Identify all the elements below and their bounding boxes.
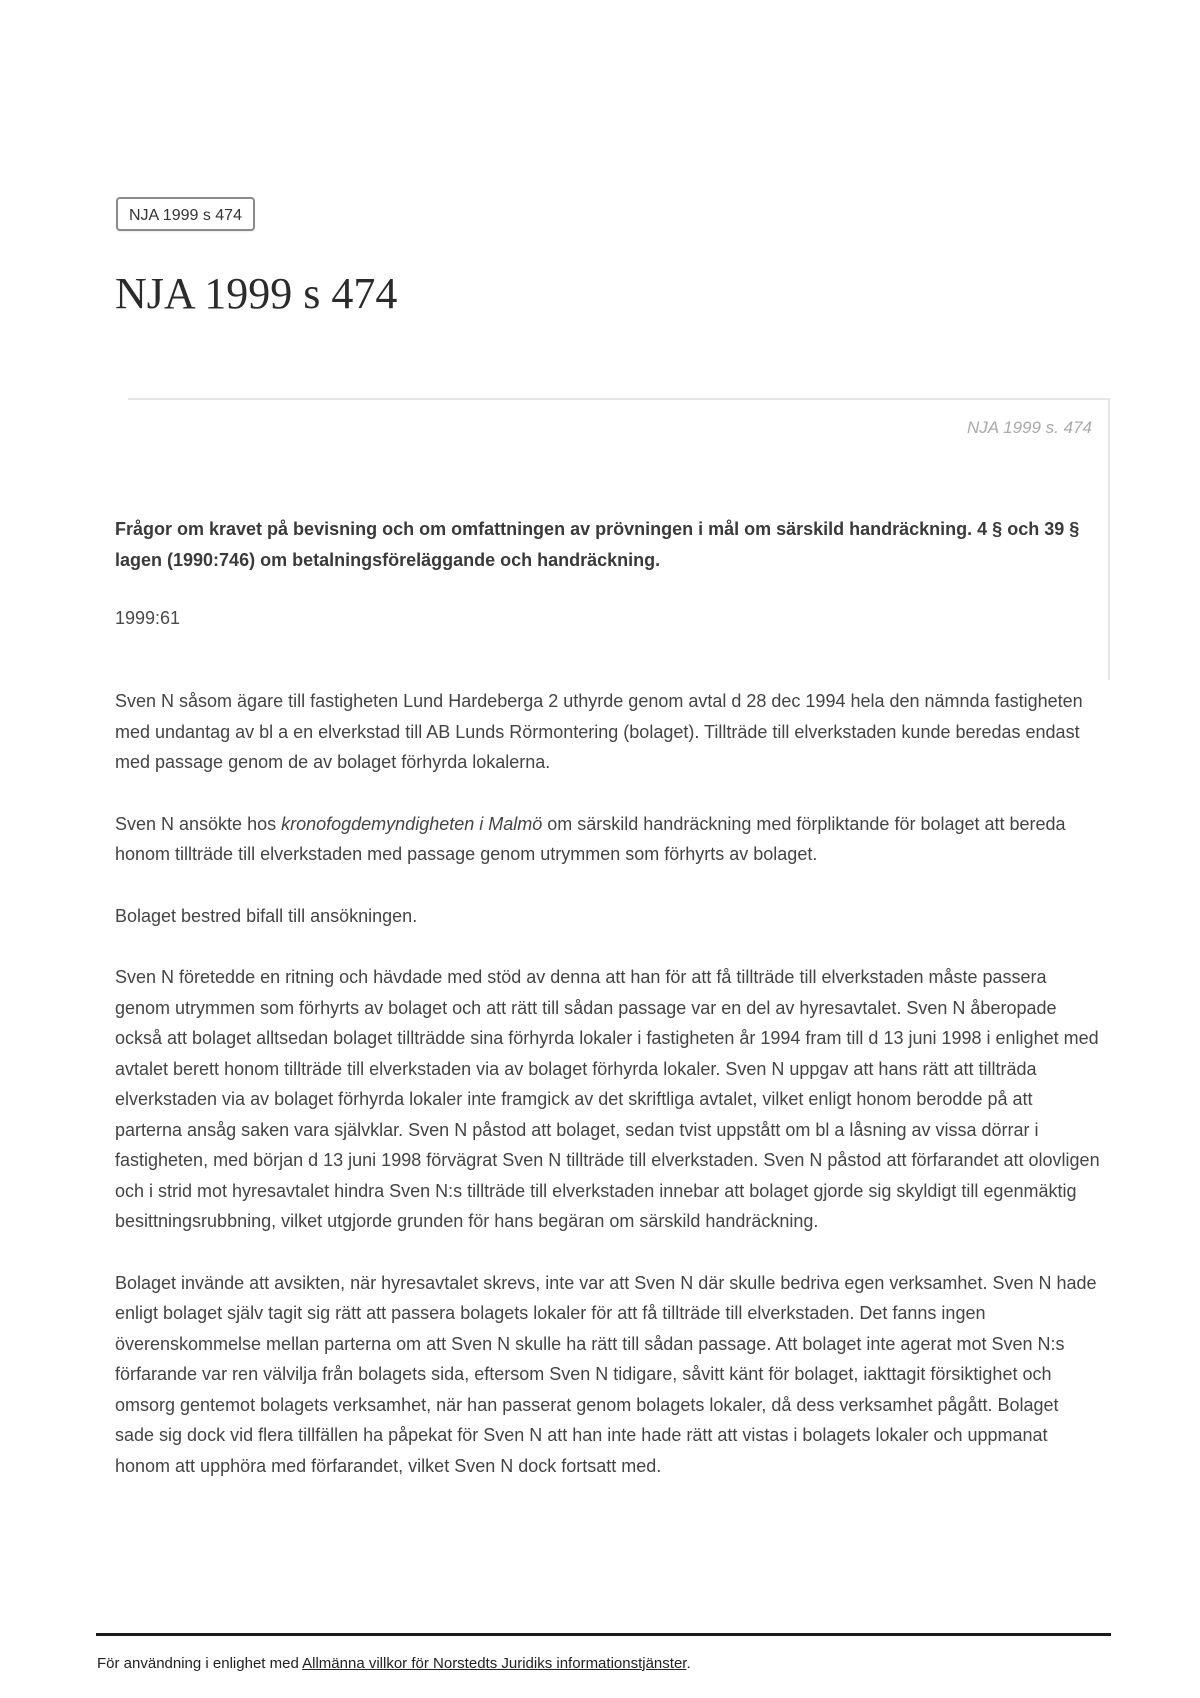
paragraph-text: Sven N ansökte hos [115,813,282,834]
case-summary: Frågor om kravet på bevisning och om omfattningen av prövningen i mål om särskild handräckning. 4 § och 39 § lagen (1990:746) om betalningsföreläggande och handräckning. [115,519,1080,570]
body-paragraph: Sven N såsom ägare till fastigheten Lund Hardeberga 2 uthyrde genom avtal d 28 dec 1994 hela den nämnda fastigheten med undantag av bl a en elverkstad till AB Lunds Rörmontering (bolaget). Tillträde till elverkstaden kunde beredas endast med passage genom de av bolaget förhyrda lokalerna. [115,691,1083,772]
body-paragraph: Bolaget bestred bifall till ansökningen. [115,905,418,926]
footer-prefix: För användning i enlighet med [97,1655,303,1672]
case-number: 1999:61 [115,608,181,628]
footer-divider [96,1633,1111,1636]
paragraph-text: om särskild handräckning med förpliktande för bolaget att bereda honom tillträde till elverkstaden med passage genom utrymmen som förhyrts av bolaget. [115,813,1066,864]
body-paragraph: Sven N företedde en ritning och hävdade med stöd av denna att han för att få tillträde till elverkstaden måste passera genom utrymmen som förhyrts av bolaget och att rätt till sådan passage var en del av hyresavtalet. Sven N åberopade också att bolaget alltsedan bolaget tillträdde sina förhyrda lokaler i fastigheten år 1994 fram till d 13 juni 1998 i enlighet med avtalet berett honom tillträde till elverkstaden via av bolaget förhyrda lokaler. Sven N uppgav att hans rätt att tillträda elverkstaden via av bolaget förhyrda lokaler inte framgick av det skriftliga avtalet, vilket enligt honom berodde på att parterna ansåg saken vara självklar. Sven N påstod att bolaget, sedan tvist uppstått om bl a låsning av vissa dörrar i fastigheten, med början d 13 juni 1998 förvägrat Sven N tillträde till elverkstaden. Sven N påstod att förfarandet att olovligen och i strid mot hyresavtalet hindra Sven N:s tillträde till elverkstaden innebar att bolaget gjorde sig skyldigt till egenmäktig besittningsrubbning, vilket utgjorde grunden för hans begäran om särskild handräckning. [115,967,1100,1231]
footer [97,1655,691,1672]
terms-link[interactable]: Allmänna villkor för Norstedts Juridiks informationstjänster [302,1655,687,1672]
page-title: NJA 1999 s 474 [115,269,398,318]
case-reference: NJA 1999 s. 474 [966,418,1092,437]
body-paragraph [115,809,1100,870]
footer-suffix: . [686,1655,691,1672]
body-paragraph: Bolaget invände att avsikten, när hyresavtalet skrevs, inte var att Sven N där skulle bedriva egen verksamhet. Sven N hade enligt bolaget själv tagit sig rätt att passera bolagets lokaler för att få tillträde till elverkstaden. Det fanns ingen överenskommelse mellan parterna om att Sven N skulle ha rätt till sådan passage. Att bolaget inte agerat mot Sven N:s förfarande var ren välvilja från bolagets sida, eftersom Sven N tidigare, såvitt känt för bolaget, iakttagit försiktighet och omsorg gentemot bolagets verksamhet, när han passerat genom bolagets lokaler, då dess verksamhet pågått. Bolaget sade sig dock vid flera tillfällen ha påpekat för Sven N att han inte hade rätt att vistas i bolagets lokaler och uppmanat honom att upphöra med förfarandet, vilket Sven N dock fortsatt med. [115,1272,1097,1476]
document-tag[interactable]: NJA 1999 s 474 [116,197,255,231]
document-body [115,686,1100,1512]
emphasized-authority: kronofogdemyndigheten i Malmö [281,813,543,834]
